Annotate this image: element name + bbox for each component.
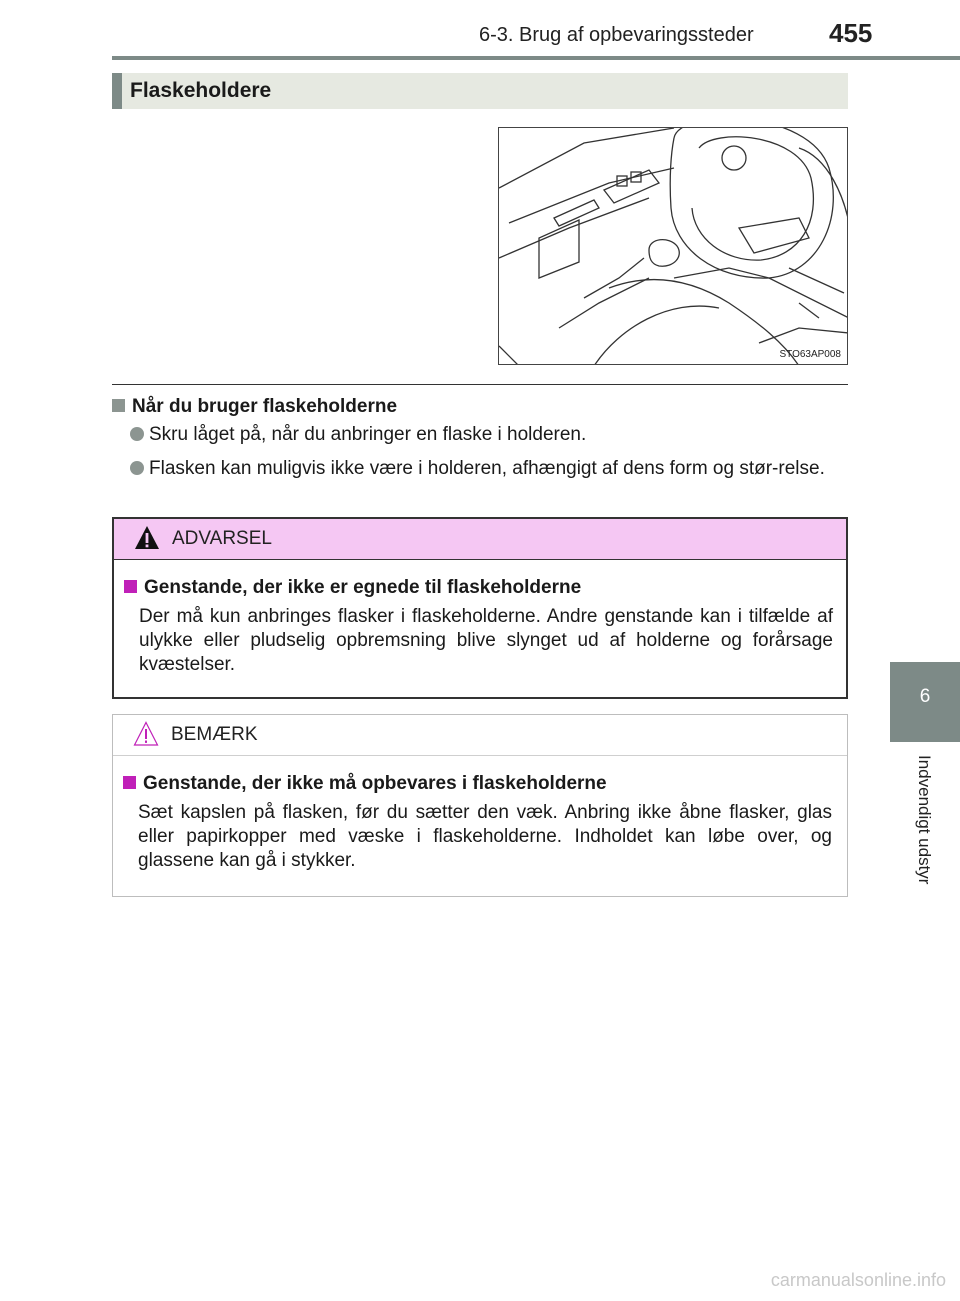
chapter-label-text: Indvendigt udstyr [915, 755, 934, 885]
chapter-tab [890, 662, 960, 742]
warning-subheading-text: Genstande, der ikke er egnede til flaskeholderne [144, 577, 582, 598]
notice-subheading-text: Genstande, der ikke må opbevares i flaskeholderne [143, 773, 607, 794]
page-number: 455 [829, 18, 873, 48]
usage-bullet [130, 455, 848, 482]
warning-box [112, 517, 848, 699]
section-heading-text: Flaskeholdere [130, 79, 272, 102]
usage-heading-text: Når du bruger flaskeholderne [132, 396, 398, 417]
warning-header [114, 519, 846, 560]
square-bullet-icon [123, 776, 136, 789]
usage-bullet-text: Skru låget på, når du anbringer en flaske i holderen. [149, 424, 587, 445]
illustration-code: STO63AP008 [779, 349, 841, 360]
warning-triangle-icon [134, 525, 160, 551]
square-bullet-icon [124, 580, 137, 593]
notice-box [112, 714, 848, 897]
header-rule [112, 56, 960, 60]
dashboard-drawing [499, 128, 848, 365]
notice-header [113, 715, 847, 756]
warning-subheading [124, 577, 581, 599]
watermark: carmanualsonline.info [770, 1270, 946, 1290]
section-heading [112, 73, 848, 109]
chapter-label [911, 755, 937, 915]
caution-triangle-icon [133, 721, 159, 747]
usage-heading [112, 396, 397, 418]
warning-title: ADVARSEL [172, 528, 272, 549]
header-section-title: 6-3. Brug af opbevaringssteder [479, 24, 754, 46]
notice-body: Sæt kapslen på flasken, før du sætter den væk. Anbring ikke åbne flasker, glas eller papirkopper med væske i flaskeholderne. Indholdet kan løbe over, og glassene kan gå i stykker. [138, 802, 832, 871]
notice-title: BEMÆRK [171, 724, 258, 745]
notice-subheading [123, 773, 607, 795]
chapter-number: 6 [919, 686, 931, 707]
square-bullet-icon [112, 399, 125, 412]
circle-bullet-icon [130, 427, 144, 441]
section-divider [112, 384, 848, 385]
cup-holder-illustration [498, 127, 848, 365]
usage-bullet [130, 421, 848, 448]
circle-bullet-icon [130, 461, 144, 475]
warning-body: Der må kun anbringes flasker i flaskeholderne. Andre genstande kan i tilfælde af ulykke eller pludselig opbremsning blive slynget ud af holderne og forårsage kvæstelser. [139, 606, 833, 675]
usage-bullet-text: Flasken kan muligvis ikke være i holderen, afhængigt af dens form og stør-relse. [149, 458, 825, 479]
